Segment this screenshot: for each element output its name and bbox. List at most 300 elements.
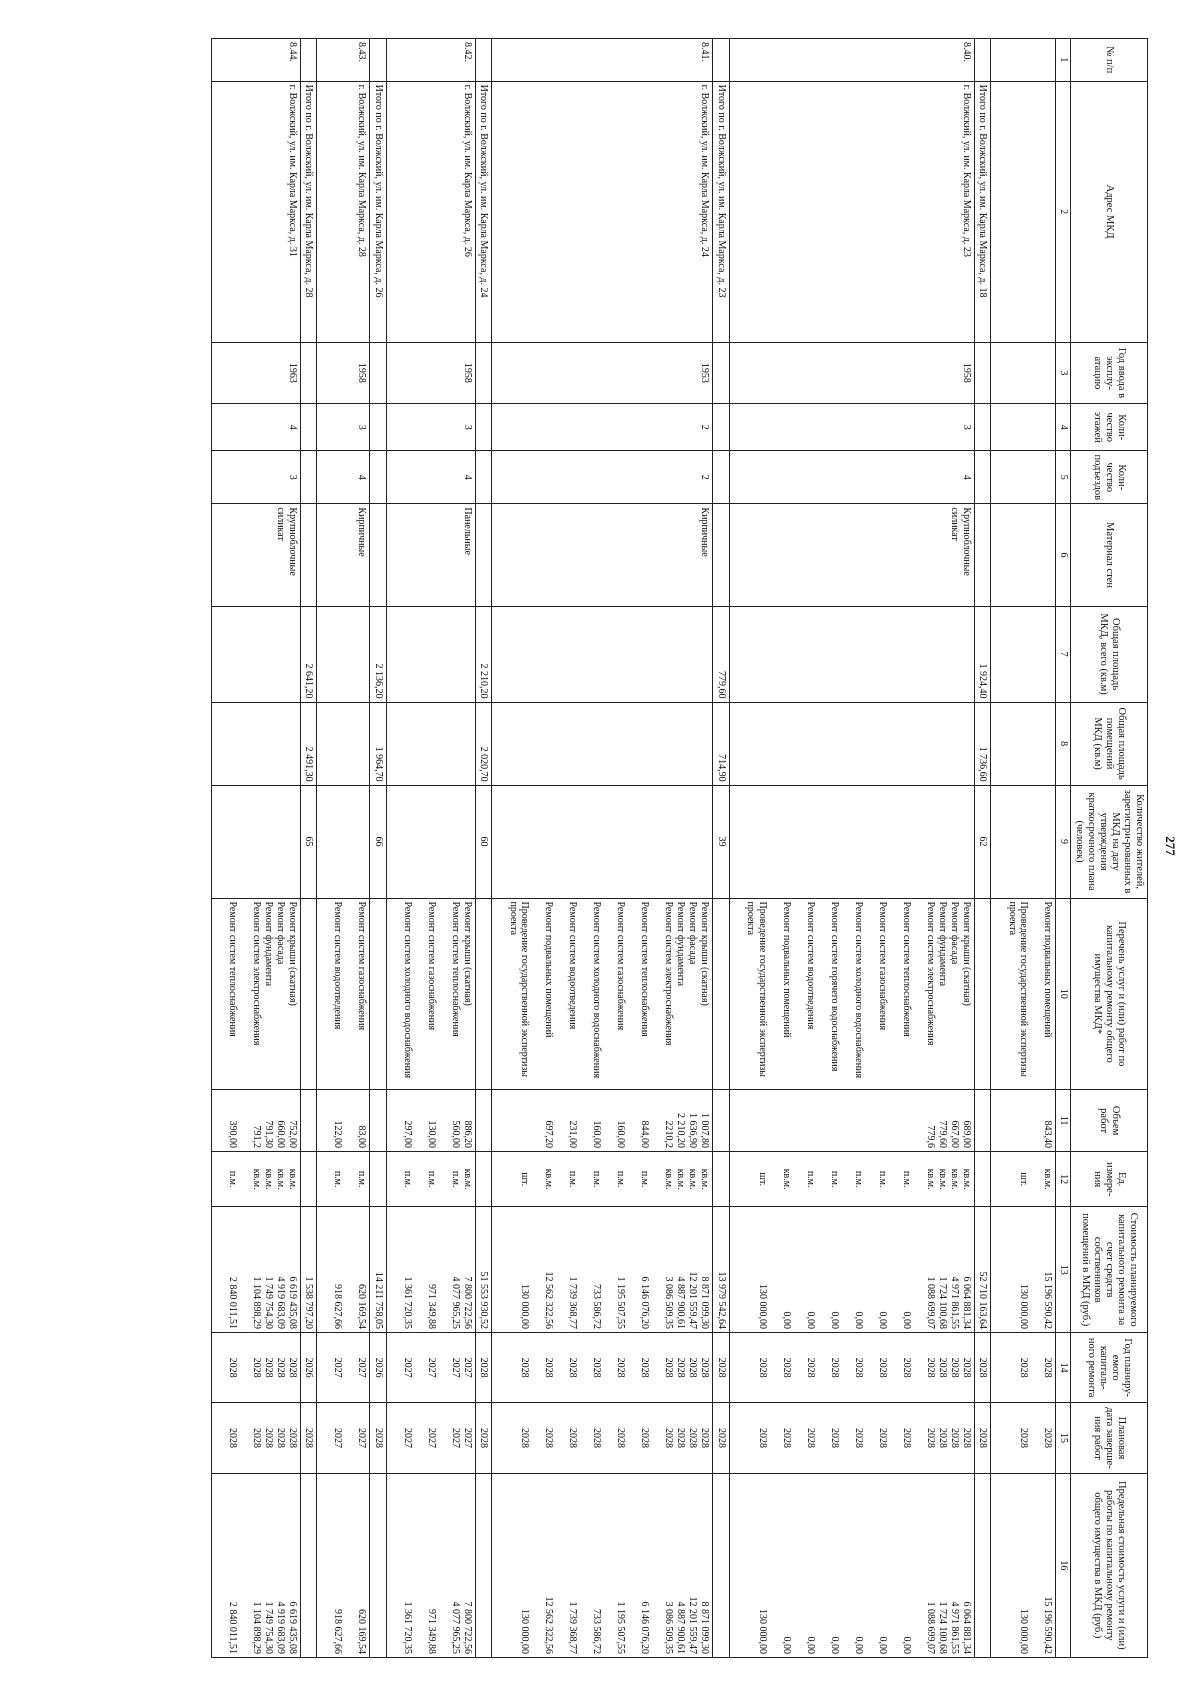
work-unit: п.м. — [449, 1170, 461, 1188]
work-item: Ремонт подвальных помещений — [543, 901, 555, 1038]
work-item: Ремонт фасада — [687, 901, 699, 965]
work-unit: п.м. — [356, 1170, 368, 1188]
work-unit: п.м. — [828, 1170, 840, 1188]
work-unit: кв.м. — [286, 1168, 298, 1190]
cell-empty — [475, 342, 492, 404]
entrances: 3 — [211, 451, 300, 504]
work-cost: 6 619 435,08 — [286, 1276, 298, 1330]
cell-no — [475, 39, 492, 82]
column-header: Год планиру-емого капиталь-ного ремонта — [1070, 1333, 1147, 1403]
work-year: 2028 — [519, 1357, 531, 1378]
work-item: Ремонт систем газоснабжения — [356, 901, 368, 1031]
work-year: 2028 — [828, 1357, 840, 1378]
work-cost-cell — [211, 1207, 300, 1333]
work-year: 2027 — [332, 1357, 344, 1378]
cell-empty — [300, 342, 317, 404]
work-date: 2028 — [876, 1427, 888, 1448]
work-date: 2028 — [591, 1427, 603, 1448]
work-item: Проведение государственной экспертизы проекта — [507, 901, 531, 1078]
work-limit-cell — [991, 1473, 1056, 1657]
work-date: 2028 — [900, 1427, 912, 1448]
work-date: 2027 — [401, 1427, 413, 1448]
work-date: 2028 — [286, 1427, 298, 1448]
table-row — [991, 39, 1056, 1658]
work-cost: 3 086 509,35 — [663, 1276, 675, 1330]
work-volume: 791,2 — [250, 1125, 262, 1148]
commission-year: 1958 — [386, 342, 475, 404]
work-item: Проведение государственной экспертизы проекта — [1006, 901, 1030, 1078]
work-date: 2028 — [687, 1427, 699, 1448]
work-unit: п.м. — [591, 1170, 603, 1188]
work-date: 2028 — [250, 1427, 262, 1448]
column-number: 4 — [1056, 404, 1071, 451]
work-unit: кв.м. — [948, 1168, 960, 1190]
column-header: Материал стен — [1070, 504, 1147, 606]
floors: 4 — [211, 404, 300, 451]
work-year: 2028 — [900, 1357, 912, 1378]
work-volume — [993, 1093, 1029, 1148]
cell-empty — [713, 504, 730, 606]
column-number: 2 — [1056, 81, 1071, 342]
column-header: № п/п — [1070, 39, 1147, 82]
work-volume — [792, 1093, 816, 1148]
work-item: Ремонт систем газоснабжения — [615, 901, 627, 1031]
column-number: 9 — [1056, 785, 1071, 898]
area-total: 2 136,20 — [370, 606, 387, 702]
cell-empty — [475, 504, 492, 606]
cell-empty — [300, 504, 317, 606]
work-limit: 4 077 965,25 — [449, 1601, 461, 1654]
work-limit: 1 088 699,07 — [924, 1601, 936, 1654]
cell-empty — [974, 504, 991, 606]
cell-empty — [370, 1090, 387, 1152]
work-cost: 8 871 099,30 — [699, 1276, 711, 1330]
cell-empty — [713, 342, 730, 404]
work-item-cell — [317, 898, 370, 1090]
table-header — [1056, 39, 1148, 1658]
area-total — [211, 606, 300, 702]
work-item: Проведение государственной экспертизы проекта — [745, 901, 768, 1078]
work-item: Ремонт систем теплоснабжения — [639, 901, 651, 1037]
work-unit: кв.м. — [274, 1168, 286, 1190]
work-volume: 791,30 — [262, 1120, 274, 1148]
work-volume: 2 210,20 — [675, 1112, 687, 1148]
work-cost: 130 000,00 — [519, 1284, 531, 1330]
work-item: Ремонт систем электроснабжения — [663, 901, 675, 1046]
page-number: 277 — [1162, 836, 1178, 856]
table-row — [211, 39, 300, 1658]
work-cost: 1 088 699,07 — [924, 1276, 936, 1330]
column-header: Объем работ — [1070, 1090, 1147, 1152]
work-volume-cell — [386, 1090, 475, 1152]
work-unit: кв.м. — [699, 1168, 711, 1190]
commission-year: 1953 — [492, 342, 713, 404]
work-unit: кв.м. — [780, 1168, 792, 1190]
total-cost: 14 211 758,05 — [370, 1207, 387, 1333]
work-cost: 2 840 011,51 — [226, 1276, 238, 1330]
cell-empty — [713, 451, 730, 504]
work-volume: 560,00 — [449, 1120, 461, 1148]
work-cost: 130 000,00 — [1018, 1284, 1030, 1330]
wall-material: Панельные — [386, 504, 475, 606]
work-unit-cell — [211, 1151, 300, 1206]
column-header: Ед. измере-ния — [1070, 1151, 1147, 1206]
cell-empty — [713, 404, 730, 451]
work-cost: 12 201 559,47 — [687, 1271, 699, 1330]
work-cost: 130 000,00 — [756, 1284, 768, 1330]
residents — [492, 785, 713, 898]
row-number: 8.41. — [492, 39, 713, 82]
column-header: Год ввода в эксплу-атацию — [1070, 342, 1147, 404]
wall-material: Крупноблочные силикат — [729, 504, 974, 606]
work-cost: 918 627,66 — [332, 1284, 344, 1330]
cell-empty — [370, 1473, 387, 1657]
table-row — [386, 39, 475, 1658]
work-year-cell — [211, 1333, 300, 1403]
work-year: 2028 — [262, 1357, 274, 1378]
capital-repair-table — [211, 38, 1148, 1658]
work-unit: п.м. — [401, 1170, 413, 1188]
work-date: 2028 — [852, 1427, 864, 1448]
work-date: 2028 — [756, 1427, 768, 1448]
work-year-cell — [386, 1333, 475, 1403]
work-volume: 160,00 — [615, 1120, 627, 1148]
work-volume: 779,60 — [936, 1120, 948, 1148]
entrances: 4 — [317, 451, 370, 504]
work-year: 2027 — [425, 1357, 437, 1378]
entrances — [991, 451, 1056, 504]
work-date: 2028 — [780, 1427, 792, 1448]
work-year: 2028 — [804, 1357, 816, 1378]
work-year-cell — [492, 1333, 713, 1403]
work-cost: 0,00 — [876, 1311, 888, 1330]
cell-empty — [370, 342, 387, 404]
cell-empty — [370, 451, 387, 504]
total-address: Итого по г. Волжский, ул. им. Карла Маркса, д. 28 — [300, 81, 317, 342]
work-unit: шт. — [1018, 1172, 1030, 1187]
work-unit: п.м. — [804, 1170, 816, 1188]
work-limit: 1 104 898,29 — [250, 1601, 262, 1654]
total-year: 2028 — [475, 1333, 492, 1403]
work-volume: 122,00 — [332, 1120, 344, 1148]
work-limit: 0,00 — [852, 1636, 864, 1654]
column-number: 8 — [1056, 702, 1071, 785]
cell-empty — [370, 898, 387, 1090]
work-limit-cell — [211, 1473, 300, 1657]
cell-no — [974, 39, 991, 82]
commission-year: 1958 — [317, 342, 370, 404]
work-date: 2028 — [828, 1427, 840, 1448]
area-rooms: 2 020,70 — [475, 702, 492, 785]
cell-empty — [475, 404, 492, 451]
work-volume: 660,00 — [274, 1120, 286, 1148]
work-date: 2028 — [543, 1427, 555, 1448]
work-unit: п.м. — [567, 1170, 579, 1188]
total-cost: 13 979 542,64 — [713, 1207, 730, 1333]
work-year: 2028 — [567, 1357, 579, 1378]
work-limit: 4 919 683,09 — [274, 1601, 286, 1654]
work-item: Ремонт систем теплоснабжения — [900, 901, 912, 1037]
work-item: Ремонт систем водоотведения — [332, 901, 344, 1030]
work-year: 2028 — [663, 1357, 675, 1378]
row-number: 8.44. — [211, 39, 300, 82]
work-item-cell — [492, 898, 713, 1090]
work-unit: шт. — [756, 1172, 768, 1187]
area-rooms — [386, 702, 475, 785]
cell-empty — [300, 404, 317, 451]
work-cost: 4 971 861,55 — [948, 1276, 960, 1330]
work-limit-cell — [729, 1473, 974, 1657]
work-date: 2028 — [615, 1427, 627, 1448]
work-limit: 0,00 — [804, 1636, 816, 1654]
work-volume: 667,00 — [948, 1120, 960, 1148]
area-rooms: 1 736,60 — [974, 702, 991, 785]
work-year: 2028 — [948, 1357, 960, 1378]
work-limit: 1 361 720,35 — [401, 1601, 413, 1654]
work-volume: 886,20 — [461, 1120, 473, 1148]
work-item: Ремонт фасада — [274, 901, 286, 965]
column-number: 16 — [1056, 1473, 1071, 1657]
area-rooms — [729, 702, 974, 785]
work-cost: 6 064 881,34 — [960, 1276, 972, 1330]
cell-empty — [713, 898, 730, 1090]
cell-empty — [713, 1151, 730, 1206]
work-volume — [840, 1093, 864, 1148]
work-item: Ремонт систем холодного водоснабжения — [401, 901, 413, 1079]
work-year: 2027 — [449, 1357, 461, 1378]
cell-empty — [974, 342, 991, 404]
work-item: Ремонт систем холодного водоснабжения — [852, 901, 864, 1079]
work-year: 2028 — [876, 1357, 888, 1378]
work-limit: 6 619 435,08 — [286, 1601, 298, 1654]
work-date-cell — [991, 1403, 1056, 1473]
total-row — [974, 39, 991, 1658]
residents: 60 — [475, 785, 492, 898]
column-header: Перечень услуг и (или) работ по капитальному ремонту общего имущества МКД* — [1070, 898, 1147, 1090]
work-limit: 6 064 881,34 — [960, 1601, 972, 1654]
work-unit: кв.м. — [675, 1168, 687, 1190]
residents — [317, 785, 370, 898]
cell-empty — [974, 451, 991, 504]
residents — [729, 785, 974, 898]
table-row — [492, 39, 713, 1658]
column-number: 1 — [1056, 39, 1071, 82]
cell-empty — [300, 1151, 317, 1206]
column-header: Общая площадь МКД, всего (кв.м) — [1070, 606, 1147, 702]
work-year: 2028 — [699, 1357, 711, 1378]
work-limit: 7 800 722,56 — [461, 1601, 473, 1654]
rotated-table-container — [48, 38, 1148, 1658]
work-cost: 1 104 898,29 — [250, 1276, 262, 1330]
work-unit: кв.м. — [960, 1168, 972, 1190]
work-year: 2028 — [852, 1357, 864, 1378]
work-year: 2028 — [274, 1357, 286, 1378]
work-limit: 1 724 100,68 — [936, 1601, 948, 1654]
work-limit: 12 562 322,56 — [543, 1596, 555, 1654]
work-date: 2028 — [804, 1427, 816, 1448]
work-date: 2028 — [699, 1427, 711, 1448]
cell-empty — [974, 404, 991, 451]
total-cost: 1 538 797,20 — [300, 1207, 317, 1333]
work-unit: п.м. — [332, 1170, 344, 1188]
area-rooms: 2 491,30 — [300, 702, 317, 785]
cell-empty — [475, 1473, 492, 1657]
cell-no — [713, 39, 730, 82]
work-unit: п.м. — [900, 1170, 912, 1188]
address: г. Волжский, ул. им. Карла Маркса, д. 28 — [317, 81, 370, 342]
residents: 66 — [370, 785, 387, 898]
work-item: Ремонт систем водоотведения — [567, 901, 579, 1030]
work-limit: 1 195 507,55 — [615, 1601, 627, 1654]
work-unit: п.м. — [852, 1170, 864, 1188]
work-year: 2028 — [960, 1357, 972, 1378]
column-number: 7 — [1056, 606, 1071, 702]
work-limit: 0,00 — [900, 1636, 912, 1654]
entrances: 4 — [729, 451, 974, 504]
work-limit: 733 586,72 — [591, 1609, 603, 1654]
work-item: Ремонт крыши (скатная) — [960, 901, 972, 1006]
entrances: 4 — [386, 451, 475, 504]
work-volume: 779,6 — [924, 1125, 936, 1148]
cell-empty — [974, 1151, 991, 1206]
work-date-cell — [386, 1403, 475, 1473]
work-item: Ремонт крыши (скатная) — [699, 901, 711, 1006]
area-rooms — [211, 702, 300, 785]
work-date: 2028 — [262, 1427, 274, 1448]
work-unit: кв.м. — [461, 1168, 473, 1190]
work-volume-cell — [211, 1090, 300, 1152]
work-unit: п.м. — [226, 1170, 238, 1188]
work-year: 2028 — [936, 1357, 948, 1378]
column-number: 12 — [1056, 1151, 1071, 1206]
work-year-cell — [317, 1333, 370, 1403]
total-address: Итого по г. Волжский, ул. им. Карла Маркса, д. 18 — [974, 81, 991, 342]
work-year: 2028 — [687, 1357, 699, 1378]
total-date: 2028 — [713, 1403, 730, 1473]
address: г. Волжский, ул. им. Карла Маркса, д. 23 — [729, 81, 974, 342]
column-header: Коли-чество подъездов — [1070, 451, 1147, 504]
work-year: 2028 — [543, 1357, 555, 1378]
work-date: 2027 — [461, 1427, 473, 1448]
work-volume — [732, 1093, 768, 1148]
cell-empty — [300, 898, 317, 1090]
work-limit-cell — [386, 1473, 475, 1657]
work-cost-cell — [991, 1207, 1056, 1333]
area-total — [317, 606, 370, 702]
column-header: Адрес МКД — [1070, 81, 1147, 342]
work-volume: 697,20 — [543, 1120, 555, 1148]
work-year: 2028 — [675, 1357, 687, 1378]
work-volume-cell — [317, 1090, 370, 1152]
work-cost-cell — [317, 1207, 370, 1333]
work-year: 2028 — [286, 1357, 298, 1378]
cell-empty — [300, 1473, 317, 1657]
work-cost: 1 195 507,55 — [615, 1276, 627, 1330]
work-volume: 231,00 — [567, 1120, 579, 1148]
work-cost: 0,00 — [780, 1311, 792, 1330]
work-volume — [494, 1093, 530, 1148]
work-item-cell — [729, 898, 974, 1090]
floors: 3 — [729, 404, 974, 451]
work-date: 2028 — [274, 1427, 286, 1448]
work-volume — [768, 1093, 792, 1148]
cell-empty — [475, 451, 492, 504]
column-number: 3 — [1056, 342, 1071, 404]
work-date: 2028 — [1042, 1427, 1054, 1448]
commission-year: 1963 — [211, 342, 300, 404]
work-limit-cell — [317, 1473, 370, 1657]
work-year: 2028 — [780, 1357, 792, 1378]
work-cost: 15 196 590,42 — [1042, 1271, 1054, 1330]
work-item: Ремонт фундамента — [675, 901, 687, 987]
work-cost: 1 724 100,68 — [936, 1276, 948, 1330]
work-limit: 0,00 — [828, 1636, 840, 1654]
work-cost: 6 146 076,20 — [639, 1276, 651, 1330]
work-unit: п.м. — [876, 1170, 888, 1188]
cell-empty — [370, 504, 387, 606]
row-number: 8.40. — [729, 39, 974, 82]
address: г. Волжский, ул. им. Карла Маркса, д. 26 — [386, 81, 475, 342]
work-item: Ремонт систем газоснабжения — [425, 901, 437, 1031]
work-unit: кв.м. — [687, 1168, 699, 1190]
area-total: 2 210,20 — [475, 606, 492, 702]
work-unit-cell — [317, 1151, 370, 1206]
total-year: 2028 — [713, 1333, 730, 1403]
cell-empty — [300, 451, 317, 504]
work-date: 2027 — [425, 1427, 437, 1448]
work-item: Ремонт систем водоотведения — [804, 901, 816, 1030]
work-date: 2028 — [948, 1427, 960, 1448]
work-year: 2028 — [639, 1357, 651, 1378]
wall-material — [991, 504, 1056, 606]
commission-year: 1958 — [729, 342, 974, 404]
work-unit: кв.м. — [924, 1168, 936, 1190]
cell-empty — [370, 1151, 387, 1206]
cell-empty — [370, 404, 387, 451]
work-date: 2028 — [960, 1427, 972, 1448]
total-row — [713, 39, 730, 1658]
work-limit: 3 086 509,35 — [663, 1601, 675, 1654]
work-item: Ремонт систем теплоснабжения — [449, 901, 461, 1037]
work-limit: 12 201 559,47 — [687, 1596, 699, 1654]
area-rooms — [991, 702, 1056, 785]
residents: 65 — [300, 785, 317, 898]
column-number: 6 — [1056, 504, 1071, 606]
cell-empty — [475, 1090, 492, 1152]
work-unit-cell — [991, 1151, 1056, 1206]
cell-no — [300, 39, 317, 82]
area-total — [729, 606, 974, 702]
work-unit-cell — [729, 1151, 974, 1206]
work-item-cell — [386, 898, 475, 1090]
work-limit: 0,00 — [780, 1636, 792, 1654]
residents — [211, 785, 300, 898]
cell-empty — [300, 1090, 317, 1152]
area-rooms: 1 964,70 — [370, 702, 387, 785]
work-date: 2028 — [663, 1427, 675, 1448]
work-item: Ремонт подвальных помещений — [1042, 901, 1054, 1038]
work-unit: шт. — [519, 1172, 531, 1187]
area-total: 779,60 — [713, 606, 730, 702]
total-cost: 52 710 163,64 — [974, 1207, 991, 1333]
work-limit: 130 000,00 — [1018, 1609, 1030, 1654]
work-year: 2028 — [924, 1357, 936, 1378]
cell-empty — [713, 1090, 730, 1152]
residents — [991, 785, 1056, 898]
cell-empty — [974, 898, 991, 1090]
work-cost: 7 800 722,56 — [461, 1276, 473, 1330]
floors: 3 — [386, 404, 475, 451]
